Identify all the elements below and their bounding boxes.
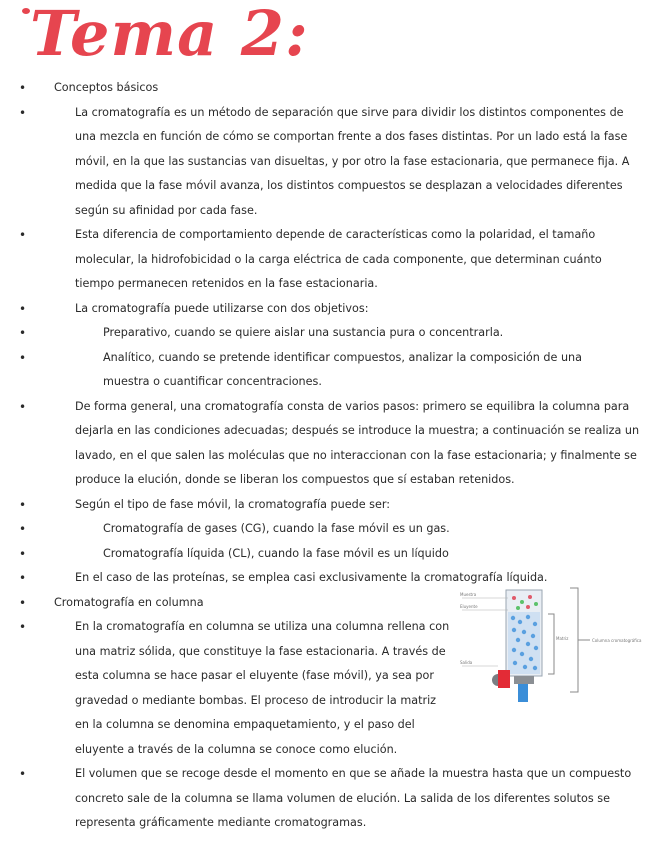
bullet: • [19,301,27,316]
list-item-text: Analítico, cuando se pretende identificar compuestos, analizar la composición de una muestra o cuantificar concentraciones. [103,350,582,388]
bullet: • [19,767,27,781]
list-item-text: La cromatografía puede utilizarse con dos objetivos: [75,301,369,315]
list-item-text: Conceptos básicos [54,81,159,94]
matrix-bracket [548,614,554,674]
list-item [0,101,656,224]
bullet: • [19,399,27,414]
list-item-text: La cromatografía es un método de separación que sirve para dividir los distintos componentes de una mezcla en función de cómo se comportan frente a dos fases distintas. Por un lado está la fase móvil, en la que las sustancias van disueltas, y por otro la fase estacionaria, que permanece fija. A medida que la fase móvil avanza, los distintos compuestos se desplazan a velocidades diferentes según su afinidad por cada fase. [75,105,630,217]
label-sample: Muestra [460,592,477,597]
list-item [0,346,656,395]
list-item [0,321,656,346]
bullet: • [19,522,27,536]
list-item [0,762,656,836]
bullet: • [19,105,27,120]
list-item-text: Preparativo, cuando se quiere aislar una sustancia pura o concentrarla. [103,326,504,339]
list-item-text: Cromatografía de gases (CG), cuando la fase móvil es un gas. [103,522,450,535]
label-eluent: Eluyente [460,604,478,609]
label-column: Columna cromatográfica [592,638,642,643]
bullet: • [19,497,27,512]
list-item [0,517,656,542]
column-valve [514,676,534,684]
list-item-text: Cromatografía en columna [54,595,204,609]
bullet: • [19,326,27,340]
list-item-text: Cromatografía líquida (CL), cuando la fase móvil es un líquido [103,546,449,560]
eluate-outlet [518,684,528,702]
label-matrix: Matriz [556,636,569,641]
bullet: • [19,571,27,585]
bullet: • [19,620,27,634]
list-item-text: El volumen que se recoge desde el momento en que se añade la muestra hasta que un compuesto concreto sale de la columna se llama volumen de elución. La salida de los diferentes solutos se representa gráficamente mediante cromatogramas. [75,767,632,829]
document-body [0,76,656,836]
list-item [0,76,656,101]
valve-handle [498,670,510,688]
bullet: • [19,350,27,365]
page-title: Tema 2: [30,0,309,70]
column-bracket [570,588,578,692]
bullet: • [19,228,27,242]
list-item-text: Esta diferencia de comportamiento depende de características como la polaridad, el tamaño molecular, la hidrofobicidad o la carga eléctrica de cada componente, que determinan cuánto tiempo permanecen retenidos en la fase estacionaria. [75,228,602,290]
list-item [0,542,656,567]
title-decoration [22,8,30,14]
list-item-text: De forma general, una cromatografía consta de varios pasos: primero se equilibra la columna para dejarla en las condiciones adecuadas; después se introduce la muestra; a continuación se realiza un lavado, en el que salen las moléculas que no interaccionan con la fase estacionaria; y finalmente se produce la elución, donde se liberan los compuestos que sí estaban retenidos. [75,399,640,486]
list-item-text: En el caso de las proteínas, se emplea casi exclusivamente la cromatografía líquida. [75,571,548,584]
label-outlet: Salida [460,660,473,665]
bullet: • [19,81,27,95]
bullet: • [19,546,27,561]
list-item [0,493,656,518]
list-item-text: En la cromatografía en columna se utiliza una columna rellena con una matriz sólida, que constituye la fase estacionaria. A través de esta columna se hace pasar el eluyente (fase móvil), ya sea por gravedad o mediante bombas. El proceso de introducir la matriz en la columna se denomina empaquetamiento, y el paso del eluyente a través de la columna se conoce como elución. [75,620,450,756]
bullet: • [19,595,27,610]
list-item-text: Según el tipo de fase móvil, la cromatografía puede ser: [75,497,391,511]
list-item [0,395,656,493]
list-item [0,297,656,322]
chromatography-column-diagram [458,584,648,704]
column-matrix [508,612,540,674]
list-item [0,223,656,297]
column-illustration [458,584,648,704]
